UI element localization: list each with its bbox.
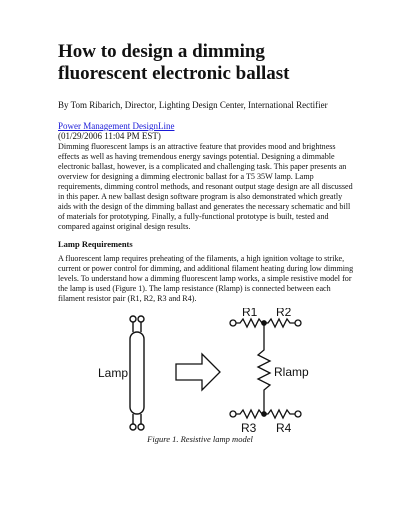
article-source [58, 121, 358, 141]
r4-label: R4 [276, 421, 292, 435]
arrow-icon [176, 354, 220, 390]
resistive-lamp-model-figure [98, 308, 338, 436]
article-date: (01/29/2006 11:04 PM EST) [58, 131, 161, 141]
lamp-tube-drawing [130, 316, 144, 430]
section-heading: Lamp Requirements [58, 239, 133, 249]
article-byline: By Tom Ribarich, Director, Lighting Design Center, International Rectifier [58, 100, 328, 110]
lamp-label: Lamp [98, 366, 129, 380]
r3-label: R3 [241, 421, 257, 435]
source-link[interactable]: Power Management DesignLine [58, 121, 175, 131]
article-title: How to design a dimming fluorescent electronic ballast [58, 41, 290, 84]
r2-label: R2 [276, 308, 292, 319]
intro-paragraph: Dimming fluorescent lamps is an attractive feature that provides mood and brightness effects as well as having tremendous energy savings potential. Designing a dimmable electronic ballast, however, is a complicated and challenging task. This paper presents an overview for designing a dimming electronic ballast for a T5 35W lamp. Lamp requirements, dimming control methods, and resonant output stage design are all discussed in this paper. A new ballast design software program is also demonstrated which greatly aids with the design of the dimming ballast and generates the necessary schematic and bill of materials for prototyping. Finally, a fully-functional prototype is built, tested and compared against original design results. [58, 142, 353, 231]
r1-label: R1 [242, 308, 258, 319]
figure-caption: Figure 1. Resistive lamp model [147, 434, 253, 444]
rlamp-label: Rlamp [274, 365, 309, 379]
section-paragraph: A fluorescent lamp requires preheating of the filaments, a high ignition voltage to strike, current or power control for dimming, and additional filament heating during low dimming levels. To understand how a dimming fluorescent lamp works, a simple resistive model for the lamp is used (Figure 1). The lamp resistance (Rlamp) is connected between each filament resistor pair (R1, R2, R3 and R4). [58, 254, 354, 303]
